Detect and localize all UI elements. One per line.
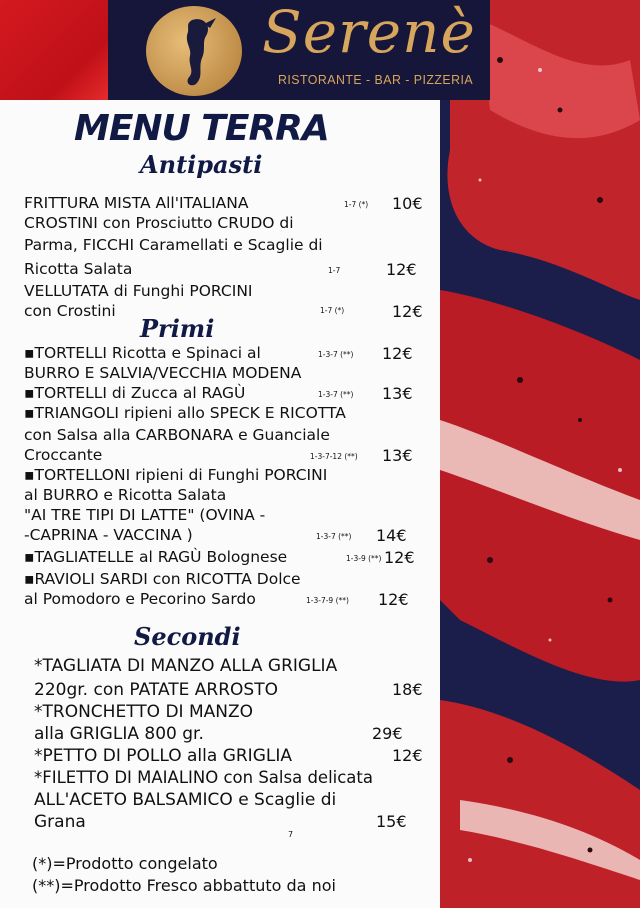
secondi-line: *FILETTO DI MAIALINO con Salsa delicata <box>34 768 373 787</box>
price: 12€ <box>382 344 413 363</box>
price: 29€ <box>372 724 403 743</box>
primi-line: -CAPRINA - VACCINA ) <box>24 526 193 544</box>
antipasti-line: con Crostini <box>24 302 116 320</box>
section-secondi: Secondi <box>134 622 241 651</box>
section-primi: Primi <box>140 314 215 343</box>
price: 18€ <box>392 680 423 699</box>
allergen-code: 1-3-7-12 (**) <box>310 452 358 461</box>
brand-name: Serenè <box>262 0 476 66</box>
primi-line: Croccante <box>24 446 103 464</box>
meat-photo <box>440 0 640 908</box>
price: 12€ <box>392 302 423 321</box>
primi-line: al Pomodoro e Pecorino Sardo <box>24 590 256 608</box>
price: 12€ <box>392 746 423 765</box>
antipasti-line: Ricotta Salata <box>24 260 133 278</box>
price: 13€ <box>382 446 413 465</box>
section-antipasti: Antipasti <box>140 150 263 179</box>
primi-line: BURRO E SALVIA/VECCHIA MODENA <box>24 364 302 382</box>
primi-line: ▪TORTELLONI ripieni di Funghi PORCINI <box>24 466 328 484</box>
seahorse-logo-icon <box>146 6 242 96</box>
primi-line: "AI TRE TIPI DI LATTE" (OVINA - <box>24 506 266 524</box>
primi-line: con Salsa alla CARBONARA e Guanciale <box>24 426 330 444</box>
allergen-code: 1-3-7 (**) <box>316 532 352 541</box>
primi-line: al BURRO e Ricotta Salata <box>24 486 227 504</box>
menu-title: MENU TERRA <box>74 108 329 149</box>
primi-line: ▪TORTELLI Ricotta e Spinaci al <box>24 344 261 362</box>
primi-line: ▪TORTELLI di Zucca al RAGÙ <box>24 384 246 402</box>
price: 12€ <box>386 260 417 279</box>
price: 15€ <box>376 812 407 831</box>
price: 12€ <box>384 548 415 567</box>
allergen-code: 1-7 (*) <box>344 200 369 209</box>
secondi-line: 220gr. con PATATE ARROSTO <box>34 680 278 700</box>
antipasti-line: VELLUTATA di Funghi PORCINI <box>24 282 253 300</box>
allergen-code: 1-7 <box>328 266 341 275</box>
secondi-line: *PETTO DI POLLO alla GRIGLIA <box>34 746 292 766</box>
secondi-line: *TAGLIATA DI MANZO ALLA GRIGLIA <box>34 656 338 676</box>
allergen-code: 1-3-9 (**) <box>346 554 382 563</box>
secondi-line: ALL'ACETO BALSAMICO e Scaglie di <box>34 790 337 810</box>
brand-subtitle: RISTORANTE - BAR - PIZZERIA <box>278 72 474 87</box>
red-corner-decoration <box>0 0 108 100</box>
antipasti-line: Parma, FICCHI Caramellati e Scaglie di <box>24 236 323 254</box>
price: 10€ <box>392 194 423 213</box>
allergen-code: 7 <box>288 830 294 839</box>
primi-line: ▪TAGLIATELLE al RAGÙ Bolognese <box>24 548 288 566</box>
primi-line: ▪RAVIOLI SARDI con RICOTTA Dolce <box>24 570 301 588</box>
antipasti-line: CROSTINI con Prosciutto CRUDO di <box>24 214 294 232</box>
allergen-code: 1-3-7 (**) <box>318 390 354 399</box>
price: 14€ <box>376 526 407 545</box>
secondi-line: alla GRIGLIA 800 gr. <box>34 724 204 744</box>
footnote-fresh: (**)=Prodotto Fresco abbattuto da noi <box>32 876 336 895</box>
antipasti-line: FRITTURA MISTA All'ITALIANA <box>24 194 249 212</box>
primi-line: ▪TRIANGOLI ripieni allo SPECK E RICOTTA <box>24 404 346 422</box>
price: 13€ <box>382 384 413 403</box>
price: 12€ <box>378 590 409 609</box>
allergen-code: 1-7 (*) <box>320 306 345 315</box>
secondi-line: Grana <box>34 812 86 832</box>
allergen-code: 1-3-7-9 (**) <box>306 596 349 605</box>
secondi-line: *TRONCHETTO DI MANZO <box>34 702 253 722</box>
footnote-frozen: (*)=Prodotto congelato <box>32 854 218 873</box>
allergen-code: 1-3-7 (**) <box>318 350 354 359</box>
